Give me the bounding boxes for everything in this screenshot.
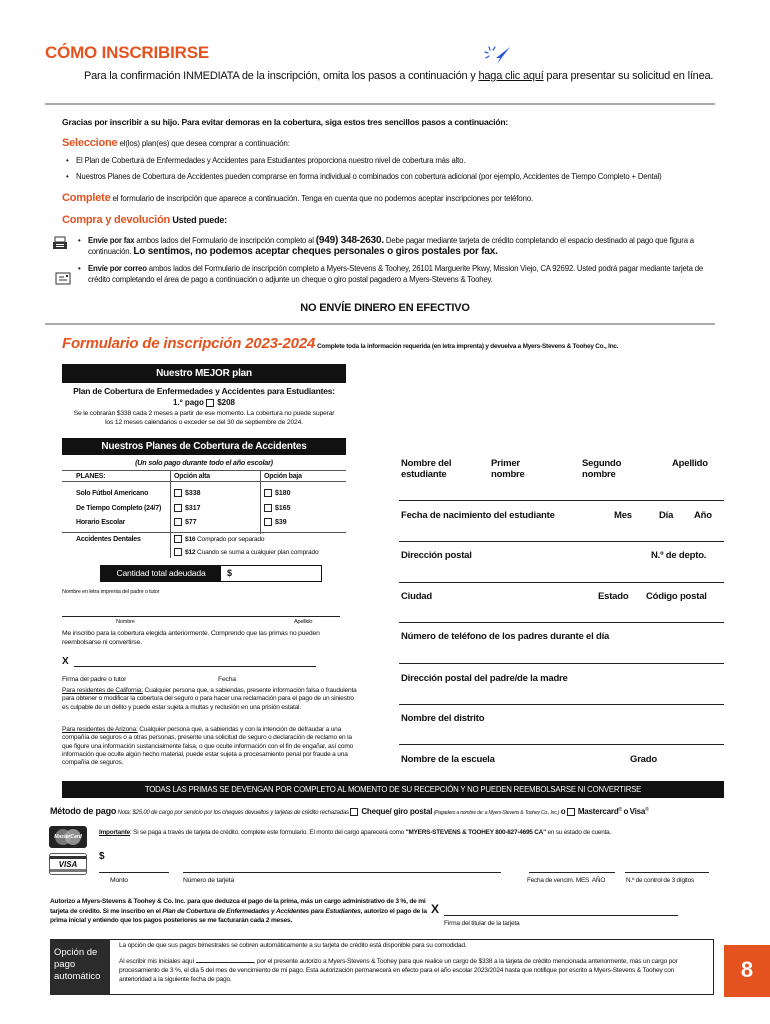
subtitle-pre: Para la confirmación INMEDIATA de la inscripción, omita los pasos a continuación y	[84, 70, 479, 82]
apt-label: N.º de depto.	[651, 550, 707, 561]
best-plan-payment	[62, 398, 346, 407]
dental-option-1	[174, 535, 264, 543]
mail-lead: Envíe por correo	[88, 264, 147, 273]
important-tail: en su estado de cuenta.	[545, 829, 612, 836]
mail-text: ambos lados del Formulario de inscripción completo a Myers-Stevens & Toohey, 26101 Marguerite Pkwy, Mission Viejo, CA 92692. Usted podrá pagar mediante tarjeta de crédito completando el área de pago a continuación o adjunte un cheque o giro postal pagadero a Myers-Stevens & Toohey.	[88, 264, 703, 284]
price: $338	[185, 489, 201, 497]
auto-pay-label-box	[50, 939, 110, 995]
step-complete	[62, 192, 533, 204]
step-select-head: Seleccione	[62, 137, 118, 149]
card-checkbox[interactable]	[567, 808, 575, 816]
grade-label: Grado	[630, 754, 657, 765]
table-divider	[170, 470, 171, 558]
apply-online-link[interactable]: haga clic aquí	[478, 70, 544, 82]
signature-x: X	[62, 656, 69, 667]
step-select	[62, 137, 290, 149]
auth-plan: Plan de Cobertura de Enfermedades y Accidentes para Estudiantes	[162, 907, 361, 915]
parent-first-label: Nombre	[116, 619, 135, 625]
subtitle-post: para presentar su solicitud en línea.	[543, 70, 714, 82]
initials-field[interactable]	[196, 956, 254, 963]
or-text: o	[560, 807, 566, 816]
important-charge: "MYERS-STEVENS & TOOHEY 800-827-4695 CA"	[405, 829, 546, 836]
checkbox[interactable]	[174, 489, 182, 497]
parent-name-line[interactable]	[62, 616, 340, 617]
checkbox[interactable]	[264, 504, 272, 512]
logo-band	[50, 856, 86, 859]
auth-text: Autorizo a Myers-Stevens & Toohey & Co. Inc. para que deduzca el pago de la prima, más un cargo administrativo de 3 %, de mi tarjeta de crédito. Si me inscribo en el	[50, 898, 426, 915]
payment-method-row: Método de pago Nota: $25.00 de cargo por servicio por los cheques devueltos y tarjetas de crédito rechazadas Cheque/ giro postal (Pagadero a nombre de: a Myers-Stevens & Toohey Co., Inc.) o Mastercard® o Visa®	[50, 806, 649, 816]
intro-text: Gracias por inscribir a su hijo. Para evitar demoras en la cobertura, siga estos tres sencillos pasos a continuación:	[62, 117, 509, 127]
step-complete-head: Complete	[62, 192, 111, 204]
important-text: : Si se paga a través de tarjeta de crédito, complete este formulario. El monto del cargo aparecerá como	[130, 829, 406, 836]
phone-field[interactable]	[399, 663, 724, 664]
exp-label: Fecha de vencim. MES AÑO	[527, 877, 606, 884]
col-plans: PLANES:	[76, 473, 106, 480]
auto-pay-line1: La opción de que sus pagos bimestrales se cobren automáticamente a su tarjeta de crédito está disponible para su comodidad.	[119, 942, 467, 949]
table-divider	[62, 532, 346, 533]
amount-label: Monto	[110, 877, 128, 884]
parent-print-label: Nombre en letra imprenta del padre o tutor	[62, 589, 160, 595]
checkbox[interactable]	[174, 535, 182, 543]
plan-name: Solo Fútbol Americano	[76, 490, 149, 497]
month-label: Mes	[614, 510, 632, 521]
student-name-label: Nombre del estudiante	[401, 458, 452, 480]
important-note	[99, 829, 611, 836]
ca-text: Cualquier persona que, a sabiendas, presente información falsa o fraudulenta para obtener o modificar la cobertura del seguro o para hacer una reclamación para el pago de un siniestro es culpable de un delito y puede estar sujeta a multas y reclusión en una prisión estatal.	[62, 687, 357, 711]
accident-plans-header: Nuestros Planes de Cobertura de Accidentes	[62, 438, 346, 455]
second-name-label: Segundo nombre	[582, 458, 622, 480]
parent-address-label: Dirección postal del padre/de la madre	[401, 673, 568, 684]
fax-icon	[52, 236, 68, 250]
checkbox[interactable]	[264, 518, 272, 526]
best-plan-title: Plan de Cobertura de Enfermedades y Accidentes para Estudiantes:	[73, 386, 335, 396]
auth-tail: , autorizo el pago de la prima inicial y entiendo que los pagos posteriores se me facturarán cada 2 meses.	[50, 907, 427, 924]
ca-label: Para residentes de California:	[62, 687, 143, 694]
check-checkbox[interactable]	[350, 808, 358, 816]
total-box[interactable]	[100, 565, 322, 582]
total-dollar: $	[227, 568, 233, 578]
purchase-list	[76, 235, 716, 285]
cvv-field[interactable]	[625, 872, 709, 873]
plan-name: De Tiempo Completo (24/7)	[76, 505, 162, 512]
step-purchase-text: Usted puede:	[170, 215, 227, 225]
checkbox[interactable]	[174, 548, 182, 556]
auto-pay-pre: Al escribir mis iniciales aquí	[119, 958, 196, 965]
address-field[interactable]	[399, 582, 724, 583]
no-cash-notice: NO ENVÍE DINERO EN EFECTIVO	[300, 302, 470, 314]
fax-text2: Debe pagar mediante tarjeta de crédito completando el espacio destinado al pago que figura a continuación.	[88, 236, 694, 256]
step-purchase	[62, 214, 227, 226]
list-item: • El Plan de Cobertura de Enfermedades y Accidentes para Estudiantes proporciona nuestro nivel de cobertura más alto.	[64, 155, 714, 167]
parent-signature-line[interactable]	[74, 666, 316, 667]
fax-number: (949) 348-2630.	[315, 235, 384, 246]
az-text: Cualquier persona que, a sabiendas y con la intención de defraudar a una compañía de seguros o a otras personas, presente una solicitud de seguro o declaración de reclamo en la que figure una información sustancialmente falsa, o que oculte información con el fin de engañar, así como información que oculte algún hecho material, puede estar sujeta a procesamiento penal por fraude a una compañía de seguros.	[62, 726, 354, 767]
plan-name: Horario Escolar	[76, 519, 126, 526]
form-note: Complete toda la información requerida (en letra imprenta) y devuelva a Myers-Stevens & Toohey Co., Inc.	[317, 343, 619, 350]
card-or: o	[623, 807, 629, 816]
step-purchase-head: Compra y devolución	[62, 214, 171, 226]
step-complete-text: el formulario de inscripción que aparece a continuación. Tenga en cuenta que no podemos aceptar inscripciones por teléfono.	[110, 194, 533, 203]
dob-label: Fecha de nacimiento del estudiante	[401, 510, 555, 521]
card-number-field[interactable]	[183, 872, 501, 873]
plan-low-option	[264, 518, 287, 526]
header-subtitle	[84, 70, 713, 82]
visa-label: Visa	[629, 807, 646, 816]
dental-opt2-amount: $12	[185, 548, 196, 556]
col-high: Opción alta	[174, 473, 210, 480]
cardholder-signature-line[interactable]	[444, 915, 678, 916]
total-label: Cantidad total adeudada	[101, 566, 221, 581]
page-number: 8	[740, 957, 754, 982]
authorization-text	[50, 897, 430, 926]
parent-address-field[interactable]	[399, 704, 724, 705]
price: $317	[185, 504, 201, 512]
best-plan-note: Se le cobrarán $338 cada 2 meses a partir de ese momento. La cobertura no puede superar los 12 meses calendarios o exceder se del 30 de septiembre de 2024.	[73, 410, 335, 426]
premiums-banner: TODAS LAS PRIMAS SE DEVENGAN POR COMPLETO AL MOMENTO DE SU RECEPCIÓN Y NO PUEDEN REEMBOLSARSE NI CONVERTIRSE	[62, 781, 724, 798]
dental-opt2-text: Cuando se suma a cualquier plan comprado	[195, 548, 319, 556]
page-number-badge	[724, 945, 770, 997]
auto-pay-label: Opción de pago automático	[54, 947, 101, 982]
dental-option-2	[174, 548, 318, 556]
list-item-fax	[76, 235, 716, 257]
fax-text: ambos lados del Formulario de inscripción completo al	[134, 236, 316, 245]
school-label: Nombre de la escuela	[401, 754, 495, 765]
mastercard-logo	[49, 826, 87, 848]
amount-field[interactable]	[99, 872, 169, 873]
last-name-label: Apellido	[672, 458, 708, 469]
visa-logo-text: VISA	[58, 860, 78, 869]
header-divider	[45, 103, 715, 105]
district-label: Nombre del distrito	[401, 713, 485, 724]
az-label: Para residentes de Arizona:	[62, 726, 138, 733]
important-label: Importante	[99, 829, 131, 836]
mastercard-logo-text: MasterCard	[54, 834, 82, 840]
accident-plans-subheader: (Un solo pago durante todo el año escolar)	[135, 458, 273, 467]
address-label: Dirección postal	[401, 550, 472, 561]
cvv-label: N.º de control de 3 dígitos	[626, 877, 694, 884]
california-notice	[62, 687, 358, 712]
best-plan-amount: $208	[217, 398, 235, 407]
form-title: Formulario de inscripción 2023-2024	[62, 335, 316, 352]
auto-pay-line2	[119, 956, 707, 984]
price: $77	[185, 518, 197, 526]
col-low: Opción baja	[264, 473, 302, 480]
city-label: Ciudad	[401, 591, 432, 602]
first-name-label: Primer nombre	[491, 458, 525, 480]
amount-dollar: $	[99, 851, 105, 862]
list-item: • Nuestros Planes de Cobertura de Accidentes pueden comprarse en forma individual o combinados con cobertura adicional (por ejemplo, Accidentes de Tiempo Completo + Dental)	[64, 171, 714, 183]
plan-low-option	[264, 504, 291, 512]
zip-label: Código postal	[646, 591, 707, 602]
cardholder-x: X	[431, 902, 440, 916]
method-label: Método de pago	[50, 806, 117, 816]
plan-high-option	[174, 504, 201, 512]
price: $180	[275, 489, 291, 497]
auto-pay-post: , por el presente autorizo a Myers-Stevens & Toohey para que realice un cargo de $338 a la tarjeta de crédito mencionada anteriormente, más un cargo por procesamiento de 3 %, el día 5 del mes de vencimiento de mi pago. Esta autorización permanecerá en efecto para el año escolar 2023/2024 hasta que notifique por escrito a Myers-Stevens & Toohey con anterioridad a la siguiente fecha de pago.	[119, 958, 678, 983]
fax-warning: Lo sentimos, no podemos aceptar cheques personales o giros postales por fax.	[133, 246, 498, 257]
mail-icon	[55, 272, 71, 285]
dental-label: Accidentes Dentales	[76, 536, 141, 543]
step-select-list	[64, 155, 714, 183]
best-plan-header: Nuestro MEJOR plan	[62, 364, 346, 383]
table-divider	[260, 470, 261, 534]
step-select-text: el(los) plan(es) que desea comprar a continuación:	[117, 139, 290, 148]
cardholder-label: Firma del titular de la tarjeta	[444, 920, 520, 927]
parent-last-label: Apellido	[294, 619, 313, 625]
checkbox[interactable]	[174, 504, 182, 512]
card-number-label: Número de tarjeta	[183, 877, 235, 884]
checkbox[interactable]	[264, 489, 272, 497]
method-note: Nota: $25.00 de cargo por servicio por los cheques devueltos y tarjetas de crédito rechazadas	[117, 810, 349, 816]
plan-low-option	[264, 489, 291, 497]
dob-field[interactable]	[399, 541, 724, 542]
phone-label: Número de teléfono de los padres durante el día	[401, 631, 610, 642]
check-note: (Pagadero a nombre de: a Myers-Stevens & Toohey Co., Inc.)	[433, 810, 560, 816]
price: $165	[275, 504, 291, 512]
logo-band	[50, 869, 86, 872]
visa-logo	[49, 853, 87, 875]
click-pointer-icon	[482, 44, 512, 66]
card-label: Mastercard	[577, 807, 619, 816]
day-label: Día	[659, 510, 674, 521]
dental-opt1-text: Comprado por separado	[195, 535, 265, 543]
check-label: Cheque/ giro postal	[361, 807, 433, 816]
form-title-row	[62, 335, 618, 352]
plan-high-option	[174, 518, 197, 526]
consent-text: Me inscribo para la cobertura elegida anteriormente. Comprendo que las primas no pueden reembolsarse ni convertirse.	[62, 630, 320, 646]
price: $39	[275, 518, 287, 526]
dental-opt1-amount: $16	[185, 535, 196, 543]
exp-field[interactable]	[529, 872, 615, 873]
state-label: Estado	[598, 591, 629, 602]
student-name-field[interactable]	[399, 500, 724, 501]
district-field[interactable]	[399, 744, 724, 745]
arizona-notice	[62, 726, 358, 767]
plan-high-option	[174, 489, 201, 497]
checkbox[interactable]	[174, 518, 182, 526]
sign-label: Firma del padre o tutor	[62, 676, 127, 683]
city-field[interactable]	[399, 622, 724, 623]
first-payment-label: 1.º pago	[173, 398, 204, 407]
section-divider	[45, 323, 715, 325]
page-title: CÓMO INSCRIBIRSE	[45, 43, 209, 62]
year-label: Año	[694, 510, 712, 521]
list-item-mail	[76, 263, 716, 285]
fax-lead: Envíe por fax	[88, 236, 135, 245]
date-label: Fecha	[218, 676, 236, 683]
best-plan-checkbox[interactable]	[206, 399, 214, 407]
